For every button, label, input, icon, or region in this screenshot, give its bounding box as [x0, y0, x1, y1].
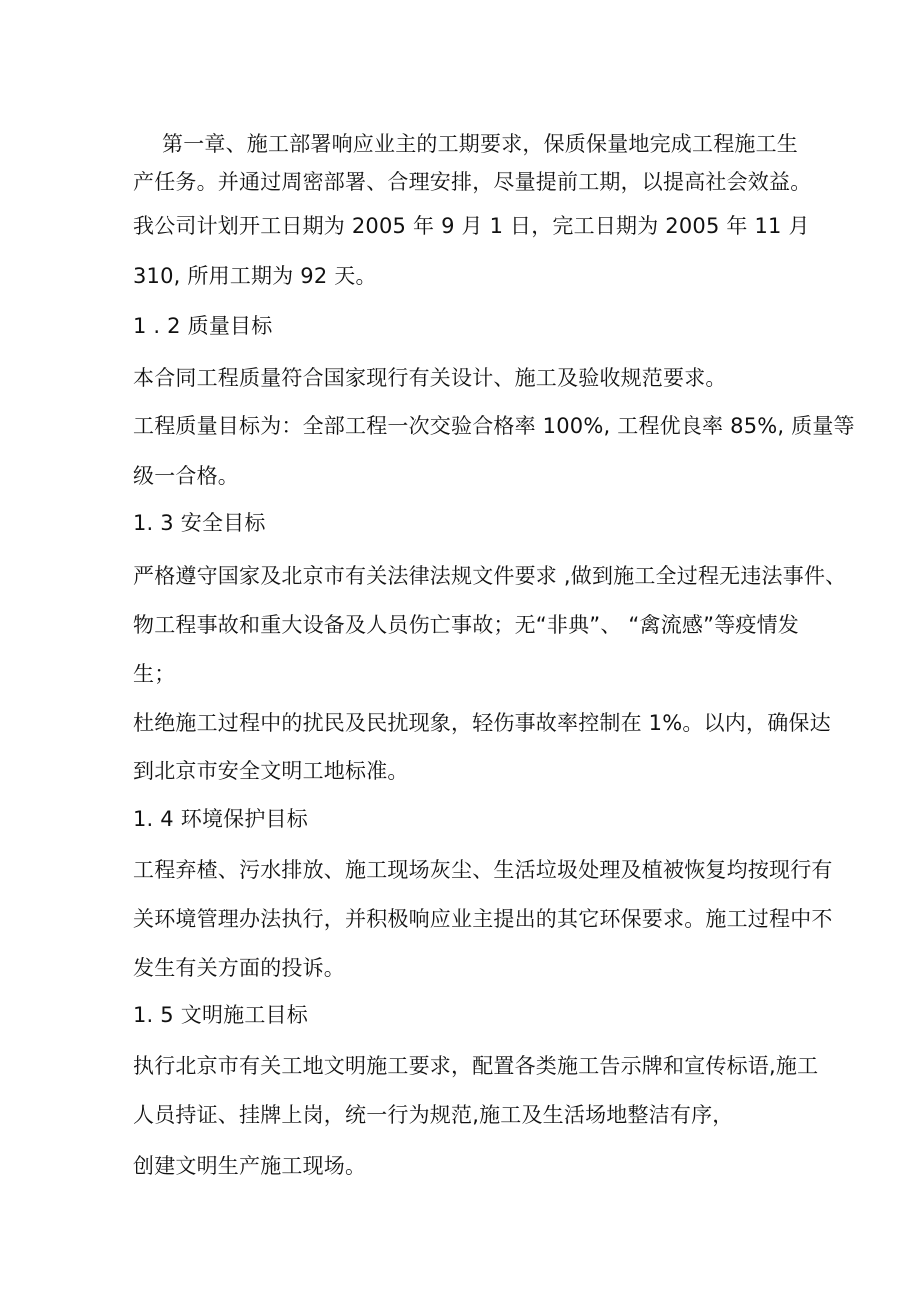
paragraph-line: 工程质量目标为：全部工程一次交验合格率 100%, 工程优良率 85%, 质量等 — [133, 414, 855, 438]
paragraph-line: 创建文明生产施工现场。 — [133, 1154, 367, 1178]
section-heading-safety: 1. 3 安全目标 — [133, 511, 266, 535]
paragraph-line: 严格遵守国家及北京市有关法律法规文件要求 ,做到施工全过程无违法事件、 — [133, 564, 847, 588]
paragraph-line: 级一合格。 — [133, 464, 239, 488]
paragraph-line: 工程弃楂、污水排放、施工现场灰尘、生活垃圾处理及植被恢复均按现行有 — [133, 858, 833, 882]
paragraph-line: 第一章、施工部署响应业主的工期要求，保质保量地完成工程施工生 — [162, 132, 798, 156]
paragraph-line: 人员持证、挂牌上岗，统一行为规范,施工及生活场地整洁有序， — [133, 1103, 734, 1127]
paragraph-line: 关环境管理办法执行，并积极响应业主提出的其它环保要求。施工过程中不 — [133, 907, 833, 931]
paragraph-line: 我公司计划开工日期为 2005 年 9 月 1 日，完工日期为 2005 年 11 月 — [133, 214, 810, 238]
paragraph-line: 到北京市安全文明工地标准。 — [133, 759, 409, 783]
section-heading-civilized: 1. 5 文明施工目标 — [133, 1003, 308, 1027]
paragraph-line: 执行北京市有关工地文明施工要求，配置各类施工告示牌和宣传标语,施工 — [133, 1054, 819, 1078]
paragraph-line: 物工程事故和重大设备及人员伤亡事故；无“非典”、 “禽流感”等疫情发 — [133, 613, 799, 637]
paragraph-line: 310, 所用工期为 92 天。 — [133, 264, 377, 288]
paragraph-line: 生； — [133, 662, 176, 686]
section-heading-environment: 1. 4 环境保护目标 — [133, 807, 308, 831]
paragraph-line: 本合同工程质量符合国家现行有关设计、施工及验收规范要求。 — [133, 366, 727, 390]
paragraph-line: 产任务。并通过周密部署、合理安排，尽量提前工期，以提高社会效益。 — [133, 170, 812, 194]
section-heading-quality: 1 . 2 质量目标 — [133, 314, 273, 338]
paragraph-line: 杜绝施工过程中的扰民及民扰现象，轻伤事故率控制在 1%。以内，确保达 — [133, 711, 831, 735]
paragraph-line: 发生有关方面的投诉。 — [133, 956, 345, 980]
